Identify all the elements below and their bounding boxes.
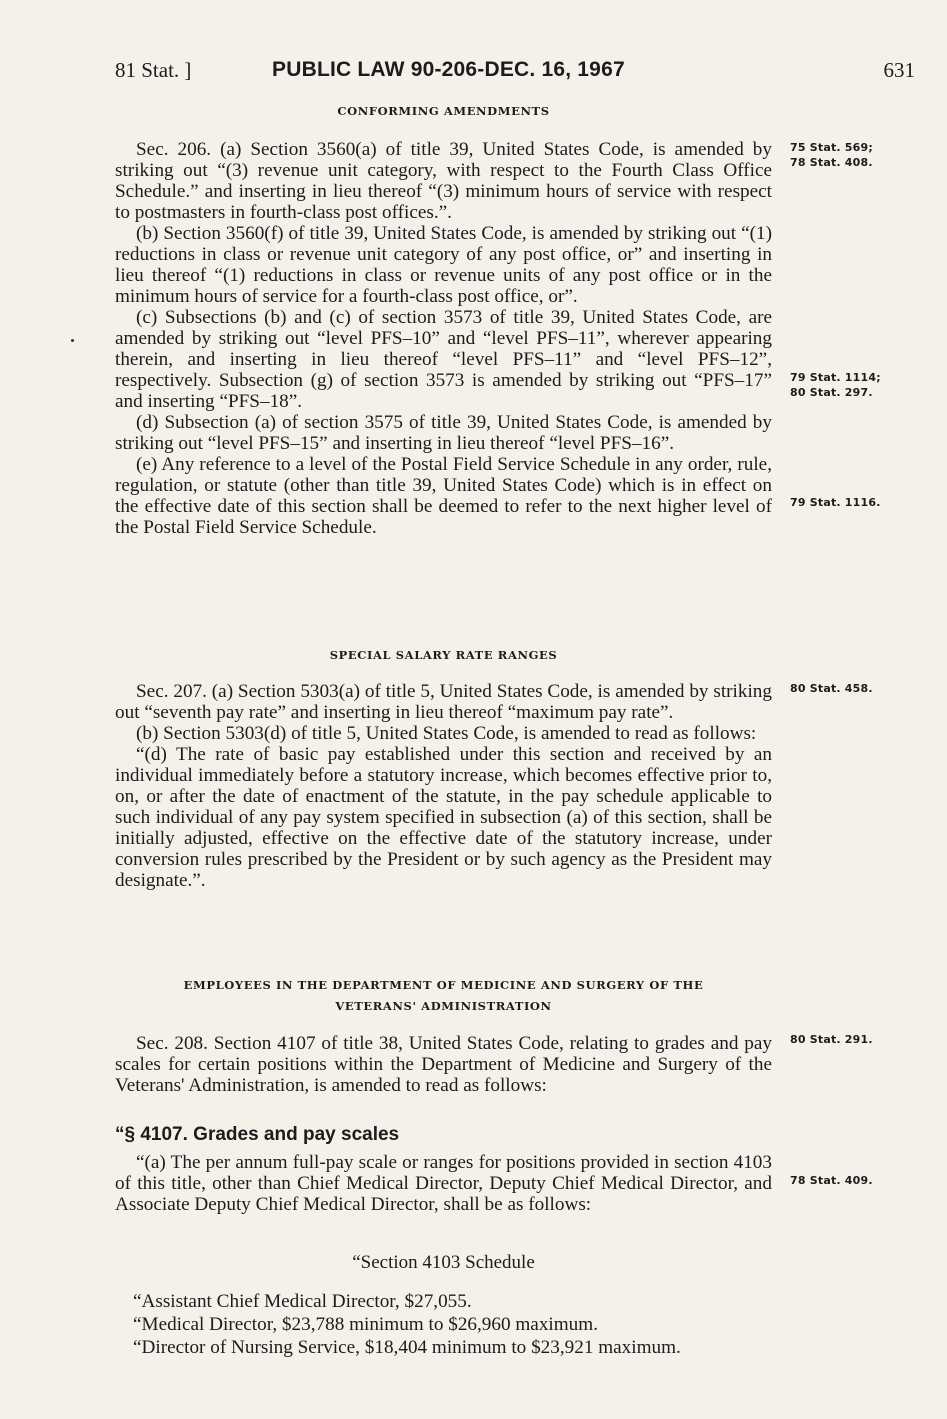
sec206-paragraph-a: Sec. 206. (a) Section 3560(a) of title 39, United States Code, is amended by striking out “(3) revenue unit category, with respect to the Fourth Class Office Schedule.” and inserting in lieu thereof “(3) minimum hours of service with respect to postmasters in fourth-class post offices.”. bbox=[115, 139, 772, 223]
section-4107-body bbox=[115, 1152, 772, 1215]
schedule-item: “Director of Nursing Service, $18,404 minimum to $23,921 maximum. bbox=[133, 1337, 681, 1358]
margin-note-line: 75 Stat. 569; bbox=[790, 141, 873, 154]
heading-employees bbox=[115, 975, 772, 1017]
schedule-item: “Assistant Chief Medical Director, $27,055. bbox=[133, 1291, 472, 1312]
margin-note-line: 80 Stat. 297. bbox=[790, 386, 873, 399]
section-208 bbox=[115, 1033, 772, 1096]
margin-note bbox=[790, 140, 873, 170]
margin-note bbox=[790, 370, 881, 400]
section-207 bbox=[115, 681, 772, 891]
margin-note: 80 Stat. 458. bbox=[790, 682, 873, 695]
section-4107-heading: “§ 4107. Grades and pay scales bbox=[115, 1124, 400, 1145]
schedule-title: “Section 4103 Schedule bbox=[352, 1252, 535, 1273]
heading-employees-line2: VETERANS' ADMINISTRATION bbox=[335, 999, 552, 1013]
schedule-item: “Medical Director, $23,788 minimum to $26,960 maximum. bbox=[133, 1314, 598, 1335]
sec207-paragraph-b: (b) Section 5303(d) of title 5, United States Code, is amended to read as follows: bbox=[136, 723, 757, 744]
stat-reference: 81 Stat. ] bbox=[115, 58, 192, 82]
margin-note: 79 Stat. 1116. bbox=[790, 496, 881, 509]
schedule-list bbox=[133, 1290, 681, 1359]
sec4107-paragraph-a: “(a) The per annum full-pay scale or ranges for positions provided in section 4103 of this title, other than Chief Medical Director, Deputy Chief Medical Director, and Associate Deputy Chief Medical Director, shall be as follows: bbox=[115, 1152, 772, 1215]
margin-note-line: 79 Stat. 1114; bbox=[790, 371, 881, 384]
sec208-paragraph: Sec. 208. Section 4107 of title 38, United States Code, relating to grades and pay scales for certain positions within the Department of Medicine and Surgery of the Veterans' Administration, is amended to read as follows: bbox=[115, 1033, 772, 1096]
margin-note-line: 78 Stat. 408. bbox=[790, 156, 873, 169]
page-number: 631 bbox=[883, 58, 915, 82]
print-speck bbox=[71, 339, 74, 342]
sec206-paragraph-c: (c) Subsections (b) and (c) of section 3573 of title 39, United States Code, are amended by striking out “level PFS–10” and “level PFS–11”, wherever appearing therein, and inserting in lieu thereof “level PFS–11” and “level PFS–12”, respectively. Subsection (g) of section 3573 is amended by striking out “PFS–17” and inserting “PFS–18”. bbox=[115, 307, 772, 412]
sec207-paragraph-a: Sec. 207. (a) Section 5303(a) of title 5, United States Code, is amended by striking out “seventh pay rate” and inserting in lieu thereof “maximum pay rate”. bbox=[115, 681, 772, 723]
sec206-paragraph-b: (b) Section 3560(f) of title 39, United States Code, is amended by striking out “(1) reductions in class or revenue unit category of any post office, or” and inserting in lieu thereof “(1) reductions in class or revenue units of any post office or in the minimum hours of service for a fourth-class post office, or”. bbox=[115, 223, 772, 307]
law-title: PUBLIC LAW 90-206-DEC. 16, 1967 bbox=[272, 58, 625, 81]
sec206-paragraph-d: (d) Subsection (a) of section 3575 of title 39, United States Code, is amended by striking out “level PFS–15” and inserting in lieu thereof “level PFS–16”. bbox=[115, 412, 772, 454]
sec207-paragraph-d: “(d) The rate of basic pay established under this section and received by an individual immediately before a statutory increase, which becomes effective prior to, on, or after the date of enactment of the statute, in the pay schedule applicable to such individual of any pay system specified in subsection (a) of this section, shall be initially adjusted, effective on the effective date of the statutory increase, under conversion rules prescribed by the President or by such agency as the President may designate.”. bbox=[115, 744, 772, 891]
section-206 bbox=[115, 139, 772, 538]
margin-note: 78 Stat. 409. bbox=[790, 1174, 873, 1187]
page-header bbox=[115, 58, 915, 88]
heading-conforming-amendments: CONFORMING AMENDMENTS bbox=[337, 104, 550, 118]
sec206-paragraph-e: (e) Any reference to a level of the Postal Field Service Schedule in any order, rule, regulation, or statute (other than title 39, United States Code) which is in effect on the effective date of this section shall be deemed to refer to the next higher level of the Postal Field Service Schedule. bbox=[115, 454, 772, 538]
heading-special-salary: SPECIAL SALARY RATE RANGES bbox=[329, 648, 558, 662]
margin-note: 80 Stat. 291. bbox=[790, 1033, 873, 1046]
heading-employees-line1: EMPLOYEES IN THE DEPARTMENT OF MEDICINE AND SURGERY OF THE bbox=[183, 978, 704, 992]
